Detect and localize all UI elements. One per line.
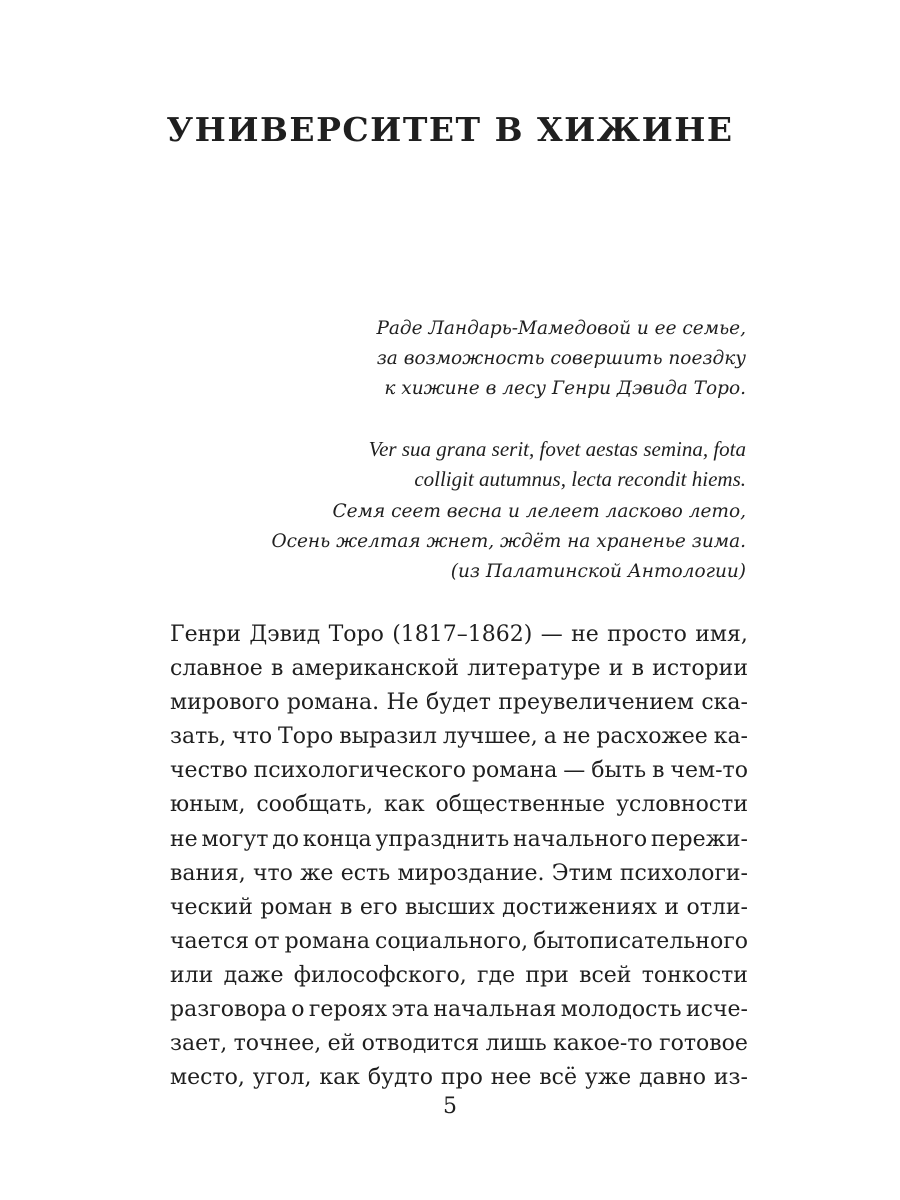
body-word: выразил xyxy=(339,724,437,750)
body-word: лишь xyxy=(485,1031,547,1057)
body-word: что xyxy=(232,724,273,750)
body-word: исче- xyxy=(686,997,748,1023)
body-word: не xyxy=(170,826,198,852)
body-word: лучшее, xyxy=(442,724,538,750)
body-word: а xyxy=(543,724,557,750)
chapter-title: УНИВЕРСИТЕТ В ХИЖИНЕ xyxy=(166,110,734,149)
body-word: ей xyxy=(327,1031,356,1057)
body-word: чество xyxy=(170,758,248,784)
body-line xyxy=(170,1027,748,1061)
dedication-line: к хижине в лесу Генри Дэвида Торо. xyxy=(384,378,746,399)
body-word: зает, xyxy=(170,1031,228,1057)
russian-epigraph-line: Осень желтая жнет, ждёт на храненье зима. xyxy=(271,531,746,552)
body-word: какое-то xyxy=(553,1031,653,1057)
body-word: до xyxy=(272,826,299,852)
body-word: есть xyxy=(340,860,391,886)
body-word: общественные xyxy=(435,792,606,818)
body-word: всё xyxy=(539,1065,578,1091)
body-word: про xyxy=(440,1065,483,1091)
body-word: ка- xyxy=(713,724,748,750)
latin-epigraph-line: Ver sua grana serit, fovet aestas semina, fota xyxy=(368,437,746,461)
epigraph-source: (из Палатинской Антологии) xyxy=(450,561,746,582)
body-word: тонкости xyxy=(641,962,748,988)
dedication-line: Раде Ландарь-Мамедовой и ее семье, xyxy=(376,318,746,339)
body-word: мироздание. xyxy=(397,860,545,886)
latin-epigraph-line: colligit autumnus, lecta recondit hiems. xyxy=(414,467,746,491)
body-word: из- xyxy=(713,1065,748,1091)
body-word: всей xyxy=(579,962,632,988)
body-word: эта xyxy=(391,997,429,1023)
body-word: преувеличением xyxy=(498,690,695,716)
body-word: пережи- xyxy=(650,826,748,852)
body-word: вания, xyxy=(170,860,246,886)
body-word: будет xyxy=(426,690,491,716)
body-line xyxy=(170,720,748,754)
spacer xyxy=(250,404,746,434)
body-word: при xyxy=(525,962,569,988)
epigraph-block xyxy=(250,314,746,587)
body-word: конца xyxy=(302,826,372,852)
body-word: точнее, xyxy=(233,1031,322,1057)
body-word: в xyxy=(270,656,284,682)
body-word: в xyxy=(652,758,665,784)
body-word: уже xyxy=(584,1065,632,1091)
body-word: высших xyxy=(405,894,495,920)
body-word: чается xyxy=(170,928,250,954)
body-word: ска- xyxy=(701,690,748,716)
body-word: как xyxy=(383,792,425,818)
body-word: даже xyxy=(223,962,284,988)
body-word: не xyxy=(562,724,591,750)
body-word: мирового xyxy=(170,690,280,716)
body-word: социального, xyxy=(375,928,529,954)
body-word: место, xyxy=(170,1065,245,1091)
body-word: в xyxy=(631,656,644,682)
body-word: романа xyxy=(471,758,558,784)
body-word: романа xyxy=(284,928,370,954)
body-word: его xyxy=(359,894,398,920)
body-word: в xyxy=(340,894,353,920)
body-word: (1817–1862) xyxy=(392,622,533,647)
body-word: где xyxy=(477,962,516,988)
body-word: Этим xyxy=(551,860,613,886)
body-word: юным, xyxy=(170,792,246,818)
body-line xyxy=(170,823,748,857)
body-word: упразднить xyxy=(375,826,510,852)
body-word: быть xyxy=(591,758,647,784)
body-word: психологи- xyxy=(619,860,748,886)
body-line xyxy=(170,857,748,891)
body-word: славное xyxy=(170,656,263,682)
body-word: или xyxy=(170,962,214,988)
body-word: — xyxy=(540,622,563,647)
body-word: о xyxy=(291,997,305,1023)
body-word: американской xyxy=(291,656,460,682)
body-word: сообщать, xyxy=(256,792,374,818)
body-word: начального xyxy=(512,826,648,852)
body-word: расхожее xyxy=(596,724,708,750)
body-word: Торо xyxy=(328,622,384,647)
body-word: молодость xyxy=(560,997,682,1023)
body-word: и xyxy=(664,894,680,920)
page-number: 5 xyxy=(443,1094,457,1119)
body-word: Не xyxy=(386,690,419,716)
body-word: литературе xyxy=(467,656,601,682)
body-line xyxy=(170,652,748,686)
body-word: психологического xyxy=(253,758,467,784)
body-text xyxy=(170,618,748,1095)
body-word: будто xyxy=(367,1065,433,1091)
body-word: зать, xyxy=(170,724,227,750)
body-word: и xyxy=(608,656,624,682)
body-word: достижениях xyxy=(502,894,657,920)
body-word: — xyxy=(563,758,586,784)
body-word: отводится xyxy=(361,1031,480,1057)
body-line xyxy=(170,1061,748,1095)
body-word: чем-то xyxy=(670,758,748,784)
body-line xyxy=(170,959,748,993)
body-word: роман xyxy=(260,894,333,920)
body-line xyxy=(170,993,748,1027)
body-line xyxy=(170,788,748,822)
russian-epigraph-line: Семя сеет весна и лелеет ласково лето, xyxy=(332,501,746,522)
body-word: Дэвид xyxy=(249,622,321,647)
body-word: истории xyxy=(652,656,748,682)
body-word: романа. xyxy=(286,690,380,716)
body-word: Торо xyxy=(278,724,334,750)
body-line xyxy=(170,618,748,652)
body-word: героях xyxy=(308,997,387,1023)
body-line xyxy=(170,754,748,788)
body-word: начальная xyxy=(433,997,557,1023)
body-word: отли- xyxy=(686,894,748,920)
body-word: не xyxy=(571,622,599,647)
body-word: от xyxy=(254,928,280,954)
body-word: же xyxy=(300,860,334,886)
body-word: что xyxy=(252,860,293,886)
body-word: бытописательного xyxy=(533,928,748,954)
body-word: разговора xyxy=(170,997,287,1023)
body-word: как xyxy=(319,1065,360,1091)
body-word: философского, xyxy=(293,962,467,988)
body-word: условности xyxy=(616,792,748,818)
body-line xyxy=(170,925,748,959)
body-word: угол, xyxy=(252,1065,312,1091)
dedication-line: за возможность совершить поездку xyxy=(376,348,746,369)
body-word: нее xyxy=(490,1065,532,1091)
body-word: могут xyxy=(201,826,269,852)
body-word: Генри xyxy=(170,622,241,647)
body-word: готовое xyxy=(659,1031,748,1057)
body-word: имя, xyxy=(695,622,748,647)
body-word: ческий xyxy=(170,894,253,920)
body-line xyxy=(170,891,748,925)
body-word: давно xyxy=(638,1065,706,1091)
body-word: просто xyxy=(607,622,687,647)
body-line xyxy=(170,686,748,720)
